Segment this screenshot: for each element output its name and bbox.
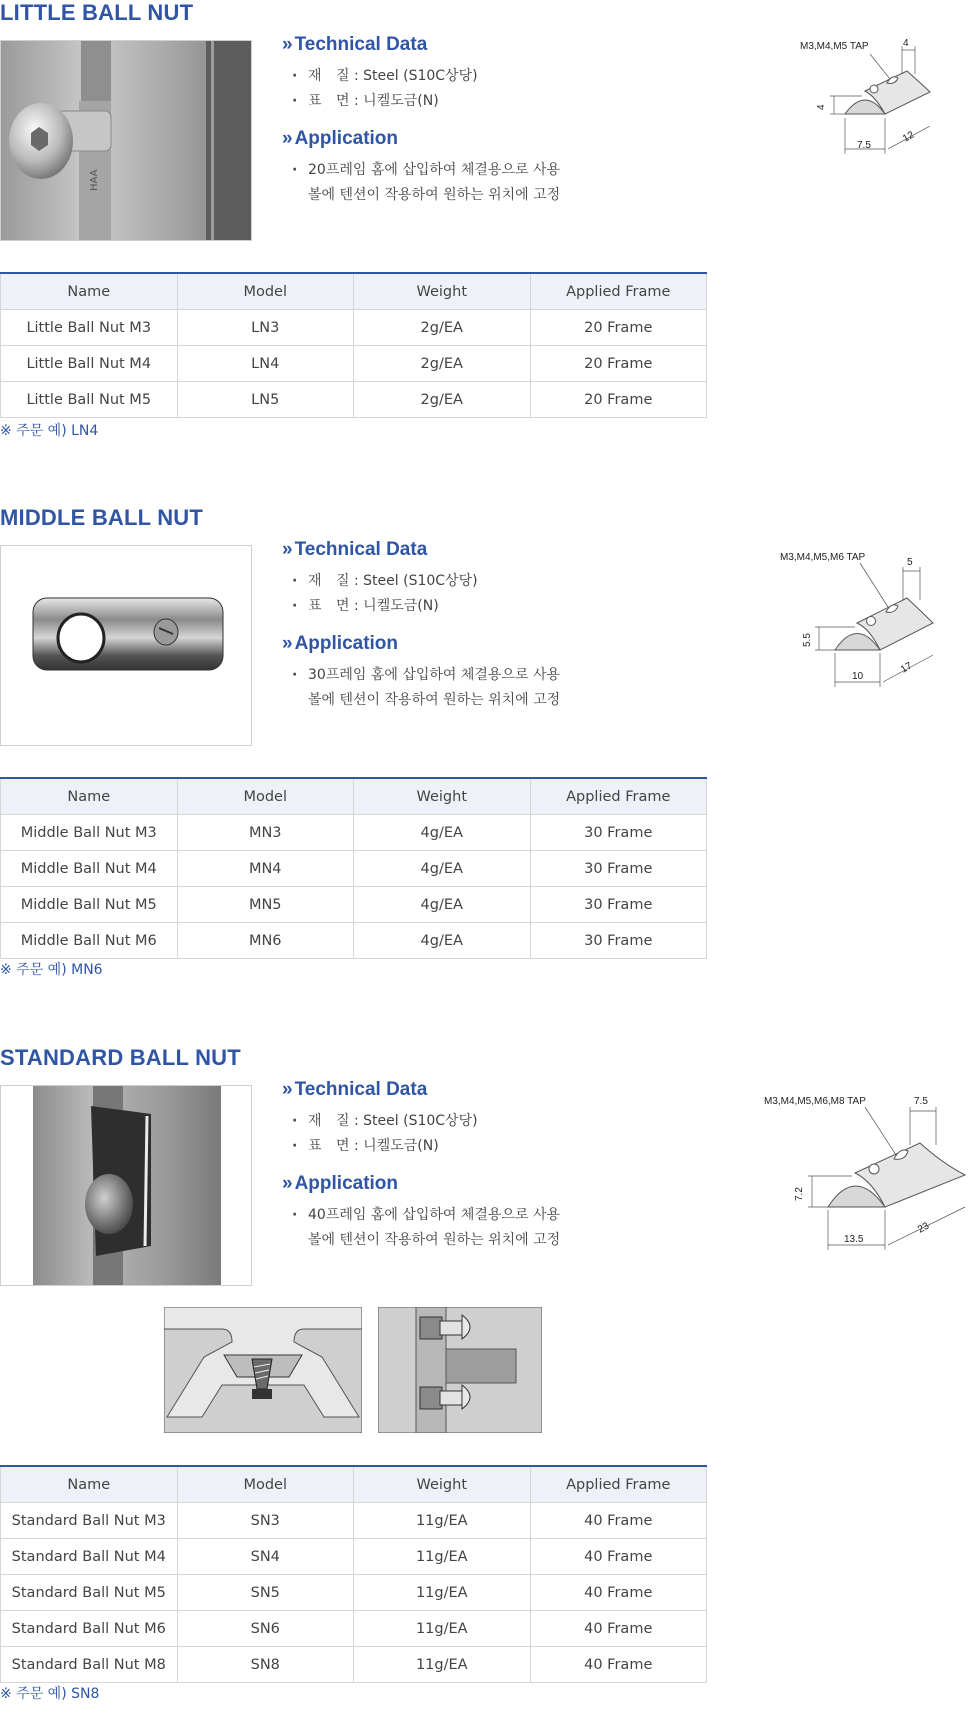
section-title: MIDDLE BALL NUT [0,505,204,530]
technical-data-heading [282,34,682,56]
table-row [1,923,707,959]
application-item [292,1203,682,1253]
surface-label-2: 면 [336,93,350,109]
tap-label: M3,M4,M5,M6,M8 TAP [764,1096,866,1107]
model-cell: MN4 [177,851,354,887]
frame-cell: 40 Frame [530,1539,707,1575]
frame-cell: 30 Frame [530,887,707,923]
weight-cell: 11g/EA [354,1611,531,1647]
surface-label: 표 [308,93,322,109]
surface-value: : 니켈도금(N) [354,93,439,109]
column-header: Weight [354,1466,531,1503]
application-list [292,158,682,208]
product-photo [0,40,252,241]
application-line-1: 40프레임 홈에 삽입하여 체결용으로 사용 [308,1207,560,1223]
tap-label: M3,M4,M5 TAP [800,41,869,52]
application-title: Application [294,128,399,149]
name-cell: Standard Ball Nut M8 [1,1647,178,1683]
application-line-1: 20프레임 홈에 삽입하여 체결용으로 사용 [308,162,560,178]
table-header-row [1,778,707,815]
surface-label-2: 면 [336,598,350,614]
technical-data-title: Technical Data [294,1079,428,1100]
order-example-note: ※ 주문 예) MN6 [0,962,103,978]
material-label: 재 [308,1113,322,1129]
surface-label: 표 [308,1138,322,1154]
table-row [1,887,707,923]
product-photo [0,545,252,746]
spec-table [0,1465,707,1683]
weight-cell: 2g/EA [354,310,531,346]
dim-length: 12 [901,129,917,145]
application-heading [282,1173,682,1195]
material-item [292,64,682,89]
material-label-2: 질 [336,1113,350,1129]
name-cell: Little Ball Nut M4 [1,346,178,382]
technical-info [282,539,682,713]
column-header: Weight [354,273,531,310]
application-line-2: 볼에 텐션이 작용하여 원하는 위치에 고정 [308,1232,561,1248]
technical-data-heading [282,539,682,561]
model-cell: LN4 [177,346,354,382]
dim-width: 7.5 [857,140,871,151]
technical-data-list [292,569,682,619]
table-header-row [1,1466,707,1503]
name-cell: Middle Ball Nut M6 [1,923,178,959]
material-value: : Steel (S10C상당) [354,573,478,589]
order-example-note: ※ 주문 예) LN4 [0,423,99,439]
frame-cell: 20 Frame [530,310,707,346]
spec-table [0,777,707,959]
model-cell: MN3 [177,815,354,851]
name-cell: Middle Ball Nut M3 [1,815,178,851]
column-header: Weight [354,778,531,815]
material-label-2: 질 [336,68,350,84]
table-row [1,1539,707,1575]
frame-cell: 40 Frame [530,1575,707,1611]
table-header-row [1,273,707,310]
model-cell: LN3 [177,310,354,346]
application-item [292,158,682,208]
frame-cell: 30 Frame [530,815,707,851]
surface-label-2: 면 [336,1138,350,1154]
model-cell: SN3 [177,1503,354,1539]
name-cell: Standard Ball Nut M5 [1,1575,178,1611]
weight-cell: 4g/EA [354,851,531,887]
tap-label: M3,M4,M5,M6 TAP [780,552,866,563]
column-header: Name [1,778,178,815]
material-value: : Steel (S10C상당) [354,68,478,84]
dim-width: 13.5 [844,1234,864,1245]
technical-info [282,34,682,208]
technical-data-heading [282,1079,682,1101]
surface-item [292,594,682,619]
frame-cell: 20 Frame [530,346,707,382]
chevron-double-right-icon: » [282,1079,293,1100]
dim-width: 10 [852,671,864,682]
weight-cell: 11g/EA [354,1575,531,1611]
frame-cell: 20 Frame [530,382,707,418]
dimension-drawing [760,1085,970,1265]
weight-cell: 4g/EA [354,887,531,923]
order-example-note: ※ 주문 예) SN8 [0,1686,100,1702]
dim-top: 4 [903,38,909,49]
weight-cell: 11g/EA [354,1503,531,1539]
svg-text:HAA: HAA [89,169,100,191]
column-header: Model [177,778,354,815]
application-list [292,1203,682,1253]
name-cell: Middle Ball Nut M4 [1,851,178,887]
surface-item [292,1134,682,1159]
name-cell: Standard Ball Nut M6 [1,1611,178,1647]
model-cell: MN6 [177,923,354,959]
column-header: Model [177,1466,354,1503]
dim-height: 4 [816,104,827,110]
frame-cell: 40 Frame [530,1503,707,1539]
name-cell: Little Ball Nut M3 [1,310,178,346]
chevron-double-right-icon: » [282,539,293,560]
model-cell: SN4 [177,1539,354,1575]
table-row [1,382,707,418]
material-label: 재 [308,68,322,84]
name-cell: Middle Ball Nut M5 [1,887,178,923]
dim-top: 5 [907,557,913,568]
section-title: STANDARD BALL NUT [0,1045,241,1070]
table-row [1,1575,707,1611]
technical-data-title: Technical Data [294,539,428,560]
surface-value: : 니켈도금(N) [354,1138,439,1154]
frame-cell: 40 Frame [530,1647,707,1683]
chevron-double-right-icon: » [282,633,293,654]
frame-assembly-diagram [378,1307,542,1433]
application-line-2: 볼에 텐션이 작용하여 원하는 위치에 고정 [308,187,561,203]
frame-cross-section-diagram [164,1307,362,1433]
material-item [292,569,682,594]
column-header: Model [177,273,354,310]
dim-length: 23 [916,1220,932,1236]
name-cell: Standard Ball Nut M3 [1,1503,178,1539]
model-cell: LN5 [177,382,354,418]
technical-info [282,1079,682,1253]
table-row [1,1503,707,1539]
technical-data-list [292,1109,682,1159]
column-header: Name [1,273,178,310]
chevron-double-right-icon: » [282,34,293,55]
dim-height: 5.5 [802,633,813,647]
material-value: : Steel (S10C상당) [354,1113,478,1129]
weight-cell: 2g/EA [354,382,531,418]
surface-label: 표 [308,598,322,614]
table-row [1,851,707,887]
frame-cell: 40 Frame [530,1611,707,1647]
name-cell: Little Ball Nut M5 [1,382,178,418]
application-title: Application [294,1173,399,1194]
spec-table [0,272,707,418]
section-title: LITTLE BALL NUT [0,0,194,25]
chevron-double-right-icon: » [282,128,293,149]
model-cell: MN5 [177,887,354,923]
product-photo [0,1085,252,1286]
weight-cell: 2g/EA [354,346,531,382]
model-cell: SN6 [177,1611,354,1647]
dim-length: 17 [899,660,915,676]
weight-cell: 11g/EA [354,1539,531,1575]
table-row [1,1611,707,1647]
frame-cell: 30 Frame [530,923,707,959]
table-row [1,346,707,382]
frame-cell: 30 Frame [530,851,707,887]
column-header: Applied Frame [530,273,707,310]
application-item [292,663,682,713]
table-row [1,310,707,346]
dimension-drawing [790,34,960,164]
application-list [292,663,682,713]
weight-cell: 4g/EA [354,923,531,959]
model-cell: SN5 [177,1575,354,1611]
technical-data-list [292,64,682,114]
table-row [1,815,707,851]
application-heading [282,633,682,655]
application-line-2: 볼에 텐션이 작용하여 원하는 위치에 고정 [308,692,561,708]
model-cell: SN8 [177,1647,354,1683]
technical-data-title: Technical Data [294,34,428,55]
surface-value: : 니켈도금(N) [354,598,439,614]
column-header: Name [1,1466,178,1503]
column-header: Applied Frame [530,778,707,815]
weight-cell: 4g/EA [354,815,531,851]
column-header: Applied Frame [530,1466,707,1503]
material-label-2: 질 [336,573,350,589]
chevron-double-right-icon: » [282,1173,293,1194]
material-item [292,1109,682,1134]
dim-height: 7.2 [794,1187,805,1201]
application-heading [282,128,682,150]
surface-item [292,89,682,114]
dim-top: 7.5 [914,1096,928,1107]
name-cell: Standard Ball Nut M4 [1,1539,178,1575]
application-line-1: 30프레임 홈에 삽입하여 체결용으로 사용 [308,667,560,683]
dimension-drawing [775,545,965,695]
weight-cell: 11g/EA [354,1647,531,1683]
material-label: 재 [308,573,322,589]
table-row [1,1647,707,1683]
application-title: Application [294,633,399,654]
